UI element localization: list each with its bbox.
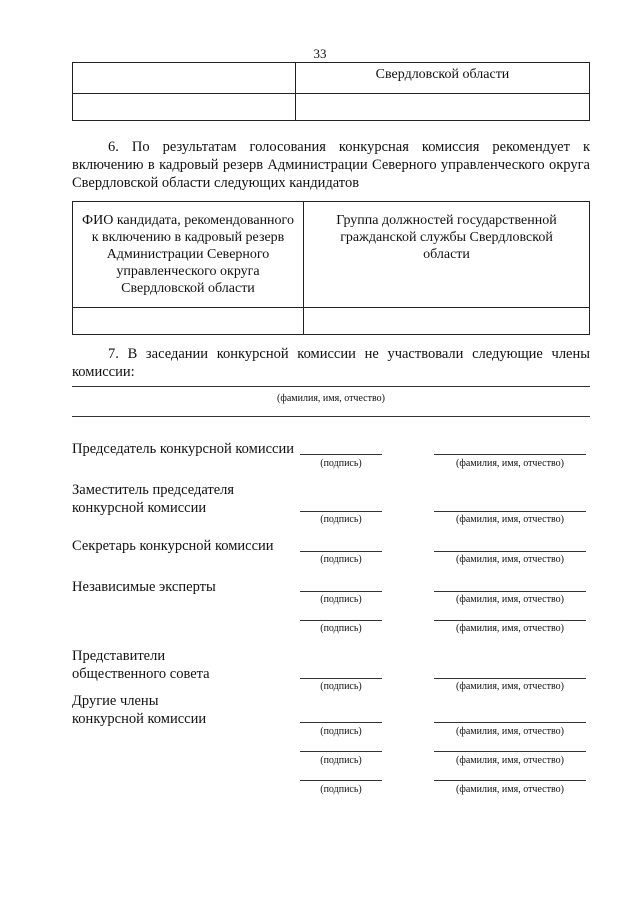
absent-members-caption: (фамилия, имя, отчество) — [277, 393, 385, 404]
table-cell — [73, 94, 296, 121]
public-council-signature-line — [300, 678, 382, 679]
other-members-label: Другие члены конкурсной комиссии — [72, 693, 207, 727]
other-member-2-signature-line — [300, 751, 382, 752]
name-caption: (фамилия, имя, отчество) — [456, 623, 564, 634]
absent-members-line-2 — [72, 416, 590, 417]
other-member-2-name-line — [434, 751, 586, 752]
name-caption: (фамилия, имя, отчество) — [456, 514, 564, 525]
column-header-candidate-name: ФИО кандидата, рекомендованного к включению в кадровый резерв Администрации Северного управленческого округа Свердловской области — [73, 202, 304, 308]
expert-1-name-line — [434, 591, 586, 592]
section-6-paragraph: 6. По результатам голосования конкурсная комиссия рекомендует к включению в кадровый резерв Администрации Северного управленческого округа Свердловской области следующих кандидатов — [72, 139, 590, 191]
name-caption: (фамилия, имя, отчество) — [456, 594, 564, 605]
signature-caption: (подпись) — [320, 784, 362, 795]
name-caption: (фамилия, имя, отчество) — [456, 681, 564, 692]
experts-label: Независимые эксперты — [72, 579, 216, 595]
deputy-name-line — [434, 511, 586, 512]
expert-1-signature-line — [300, 591, 382, 592]
signature-caption: (подпись) — [320, 458, 362, 469]
table-cell — [296, 94, 590, 121]
signature-caption: (подпись) — [320, 554, 362, 565]
table-cell — [73, 308, 304, 335]
candidates-table — [72, 201, 590, 335]
deputy-chairman-label: Заместитель председателя конкурсной комиссии — [72, 482, 235, 516]
other-member-3-name-line — [434, 780, 586, 781]
table-cell — [304, 308, 590, 335]
secretary-signature-line — [300, 551, 382, 552]
name-caption: (фамилия, имя, отчество) — [456, 554, 564, 565]
section-7-paragraph: 7. В заседании конкурсной комиссии не участвовали следующие члены комиссии: — [72, 346, 590, 380]
signature-caption: (подпись) — [320, 681, 362, 692]
public-council-label: Представители общественного совета — [72, 648, 210, 682]
signature-caption: (подпись) — [320, 755, 362, 766]
table-cell: Свердловской области — [296, 63, 590, 94]
top-table — [72, 62, 590, 121]
deputy-signature-line — [300, 511, 382, 512]
expert-2-signature-line — [300, 620, 382, 621]
other-member-3-signature-line — [300, 780, 382, 781]
table-cell — [73, 63, 296, 94]
table-row — [73, 63, 590, 94]
table-row — [73, 94, 590, 121]
table-header-row — [73, 202, 590, 308]
secretary-name-line — [434, 551, 586, 552]
name-caption: (фамилия, имя, отчество) — [456, 458, 564, 469]
name-caption: (фамилия, имя, отчество) — [456, 784, 564, 795]
column-header-position-group: Группа должностей государственной гражданской службы Свердловской области — [304, 202, 590, 308]
signature-caption: (подпись) — [320, 623, 362, 634]
absent-members-line-1 — [72, 386, 590, 387]
expert-2-name-line — [434, 620, 586, 621]
chairman-name-line — [434, 454, 586, 455]
other-member-1-name-line — [434, 722, 586, 723]
secretary-label: Секретарь конкурсной комиссии — [72, 538, 274, 554]
name-caption: (фамилия, имя, отчество) — [456, 755, 564, 766]
signature-caption: (подпись) — [320, 514, 362, 525]
page-number: 33 — [313, 46, 327, 61]
chairman-label: Председатель конкурсной комиссии — [72, 441, 294, 457]
chairman-signature-line — [300, 454, 382, 455]
other-member-1-signature-line — [300, 722, 382, 723]
table-row — [73, 308, 590, 335]
public-council-name-line — [434, 678, 586, 679]
signature-caption: (подпись) — [320, 594, 362, 605]
signature-caption: (подпись) — [320, 726, 362, 737]
name-caption: (фамилия, имя, отчество) — [456, 726, 564, 737]
